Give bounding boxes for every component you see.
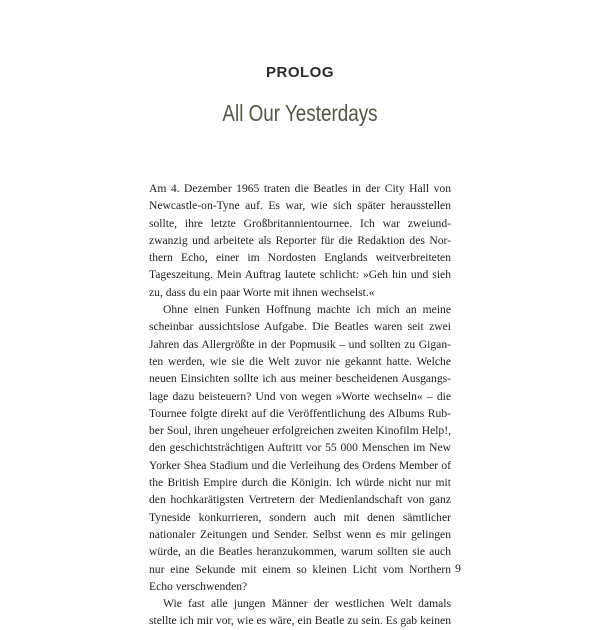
text-line: Jahren das Allergrößte in der Popmusik – und sollten zu Gigan-: [149, 337, 451, 351]
text-line: ten werden, wie sie die Welt zuvor nie gekannt hatte. Welche: [149, 354, 451, 368]
text-line: Am 4. Dezember 1965 traten die Beatles in der City Hall von: [149, 182, 451, 195]
chapter-label: PROLOG: [265, 64, 334, 81]
text-line: den geschichtsträchtigen Auftritt vor 55 000 Menschen im New: [149, 441, 451, 455]
text-line: lage dazu beisteuern? Und von wegen »Worte wechseln« – die: [149, 389, 451, 403]
text-line: nur eine Sekunde mit einem so kleinen Licht vom Northern: [149, 562, 451, 576]
text-line: zwanzig und arbeitete als Reporter für die Redaktion des Nor-: [149, 233, 451, 247]
paragraph: [149, 595, 451, 630]
text-line: Tageszeitung. Mein Auftrag lautete schlicht: »Geh hin und sieh: [149, 268, 451, 282]
text-line: den hochkarätigsten Vertretern der Medienlandschaft von ganz: [149, 493, 451, 507]
paragraph: [149, 180, 451, 301]
text-line: neuen Einsichten sollte ich aus meiner bescheidenen Ausgangs-: [149, 372, 451, 386]
paragraph: [149, 301, 451, 595]
text-line: Tournee folgte direkt auf die Veröffentlichung des Albums Rub-: [149, 406, 451, 420]
text-line: Echo verschwenden?: [149, 579, 248, 593]
body-text: [149, 180, 451, 630]
text-line: würde, an die Beatles heranzukommen, warum sollten sie auch: [149, 545, 451, 559]
text-line: scheinbar aussichtslose Aufgabe. Die Beatles waren seit zwei: [149, 320, 451, 334]
chapter-title: All Our Yesterdays: [222, 100, 378, 126]
text-line: thern Echo, einer im Nordosten Englands weitverbreiteten: [149, 251, 451, 265]
text-line: Yorker Shea Stadium und die Verleihung des Ordens Member of: [149, 458, 451, 472]
text-line: stellte ich mir vor, wie es wäre, ein Beatle zu sein. Es gab keinen: [149, 614, 451, 628]
page-number: 9: [455, 561, 461, 575]
text-line: ber Soul, ihren ungeheuer erfolgreichen zweiten Kinofilm Help!,: [149, 424, 451, 438]
text-line: zu, dass du ein paar Worte mit ihnen wechselst.«: [149, 285, 375, 299]
text-line: Wie fast alle jungen Männer der westlichen Welt damals: [163, 597, 451, 611]
text-line: nationaler Zeitungen und Sender. Selbst wenn es mir gelingen: [149, 527, 451, 541]
text-line: Tyneside konkurrieren, sondern auch mit denen sämtlicher: [149, 510, 451, 524]
text-line: Newcastle-on-Tyne auf. Es war, wie sich später herausstellen: [149, 199, 451, 213]
text-line: Ohne einen Funken Hoffnung machte ich mich an meine: [163, 303, 451, 317]
text-line: the British Empire durch die Königin. Ich würde nicht nur mit: [149, 476, 451, 490]
text-line: sollte, ihre letzte Großbritannientournee. Ich war zweiund-: [149, 216, 451, 230]
